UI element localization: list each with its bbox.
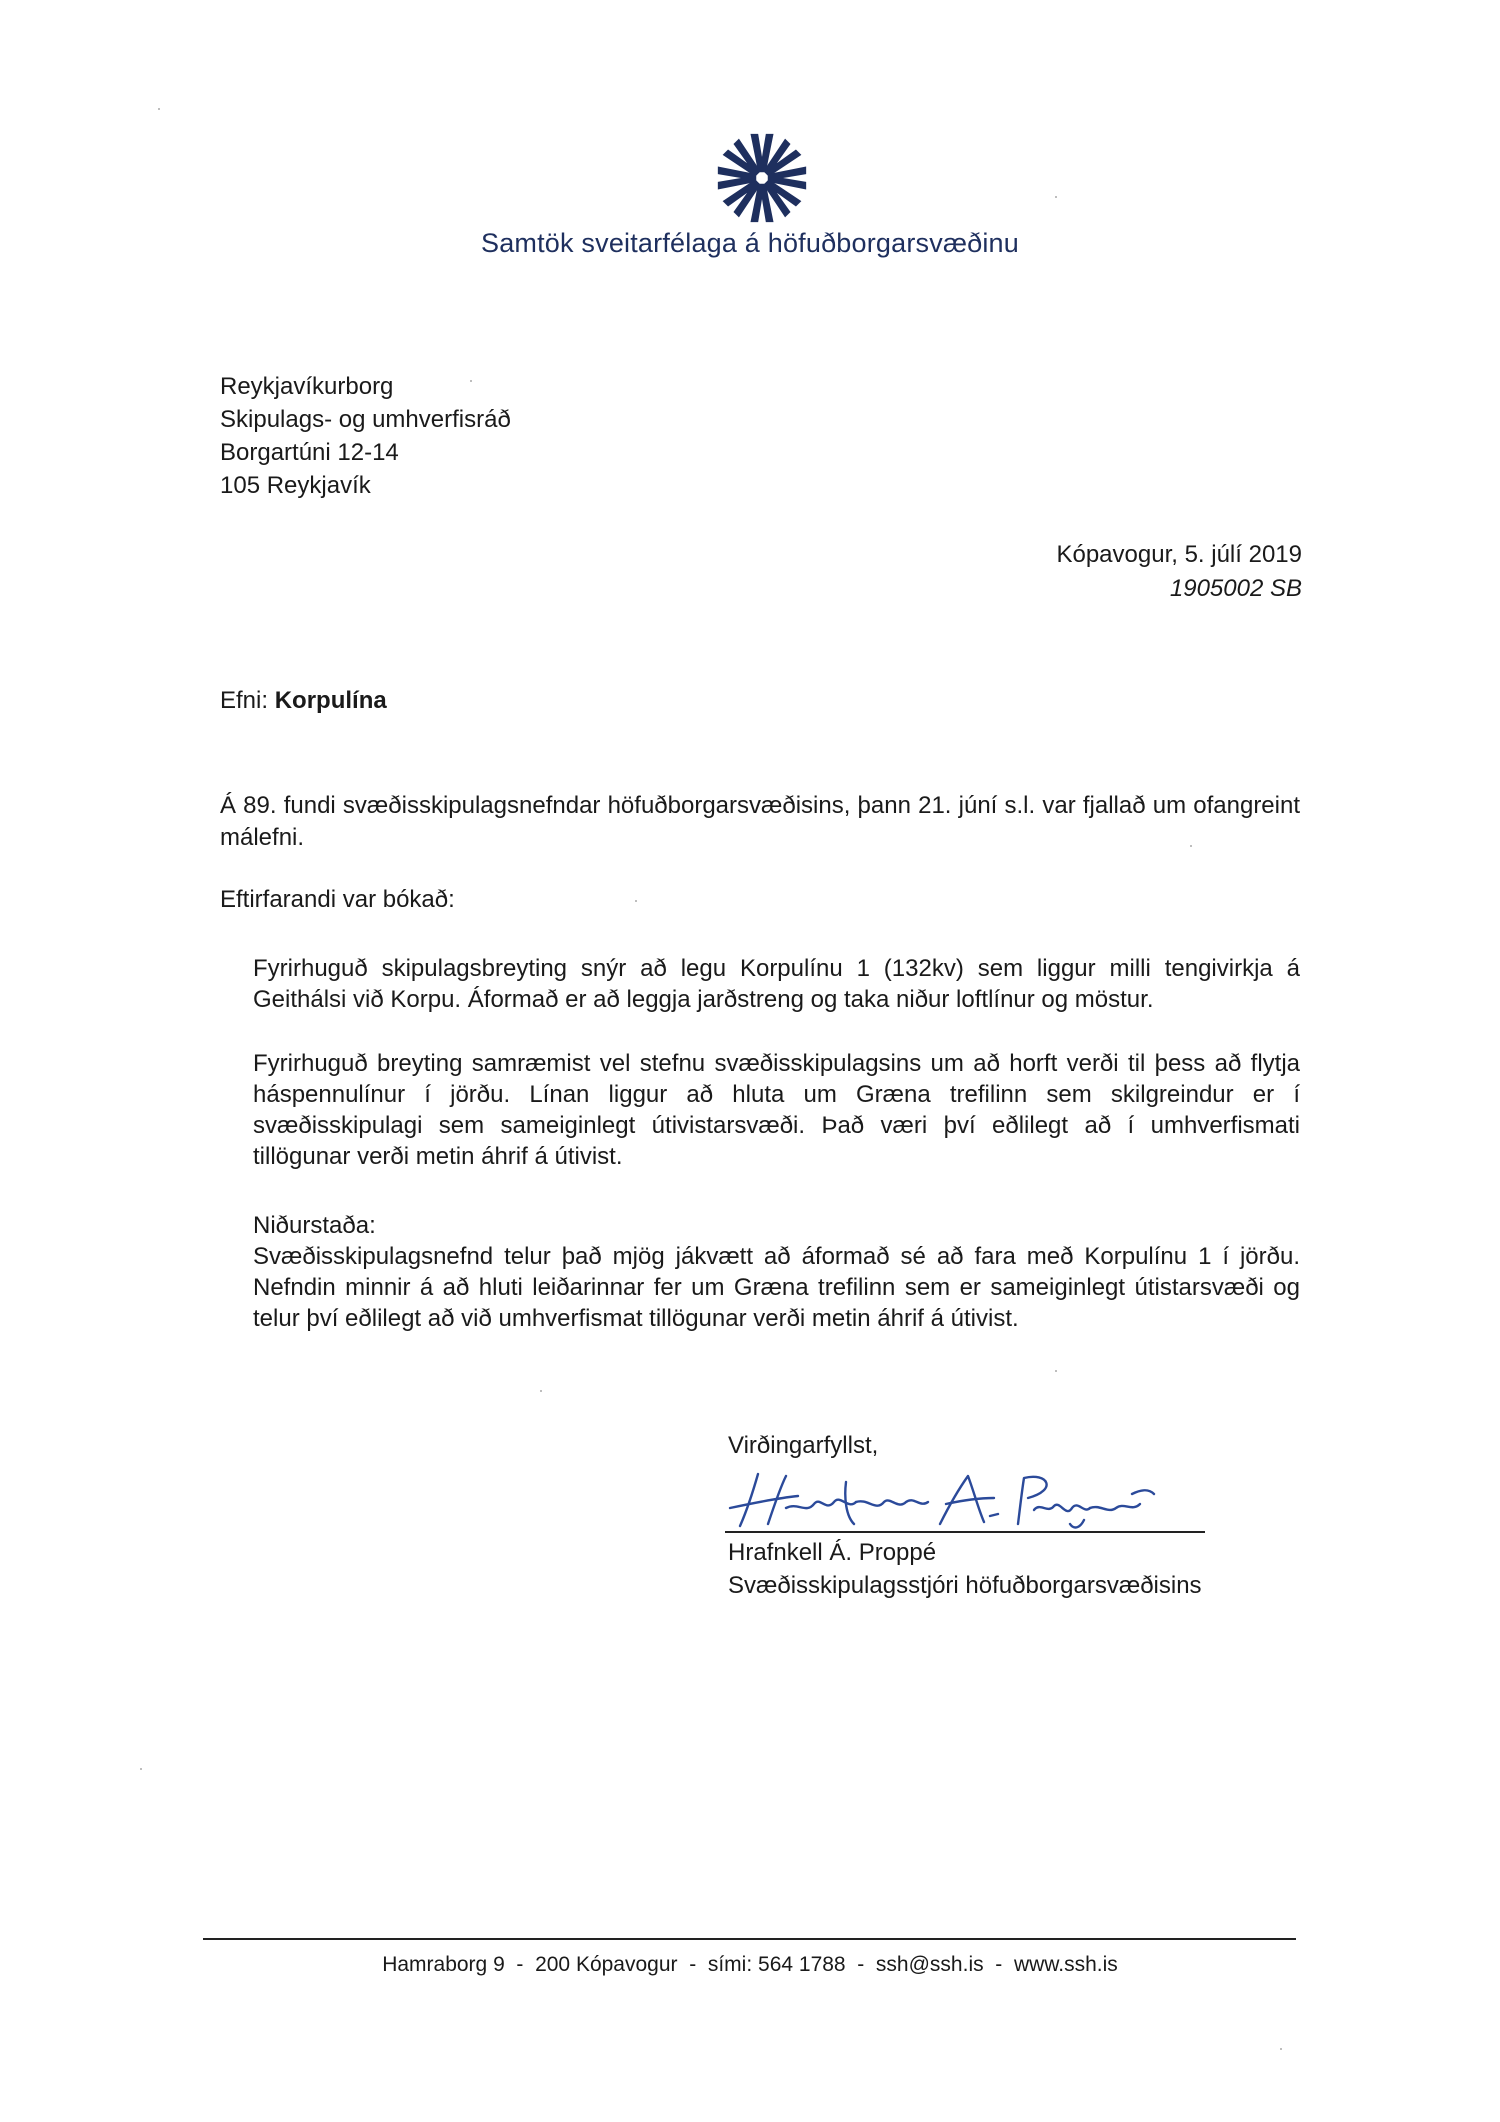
scan-speck: [158, 108, 160, 110]
reference-number: 1905002 SB: [1169, 575, 1302, 602]
scan-speck: [1280, 2048, 1282, 2050]
scan-speck: [140, 1768, 142, 1770]
footer-contact: Hamraborg 9 - 200 Kópavogur - sími: 564 1788 - ssh@ssh.is - www.ssh.is: [382, 1953, 1118, 1976]
place-and-date: Kópavogur, 5. júlí 2019: [1056, 541, 1302, 568]
subject-value: Korpulína: [274, 687, 387, 714]
conclusion-block: [253, 1210, 1300, 1334]
quoted-paragraph: Fyrirhuguð skipulagsbreyting snýr að legu Korpulínu 1 (132kv) sem liggur milli tengivirkja á Geithálsi við Korpu. Áformað er að leggja jarðstreng og taka niður loftlínur og möstur.: [253, 955, 1300, 1013]
signature-line: [725, 1531, 1205, 1533]
signer-block: [728, 1536, 1202, 1602]
signer-name: Hrafnkell Á. Proppé: [728, 1539, 937, 1566]
handwritten-signature: [728, 1468, 1208, 1538]
subject-line: [220, 687, 387, 715]
lead-paragraph: Eftirfarandi var bókað:: [220, 886, 455, 913]
recipient-address: [220, 370, 511, 502]
conclusion-heading: Niðurstaða:: [253, 1212, 376, 1239]
dateline: [1056, 538, 1302, 606]
recipient-line: Borgartúni 12-14: [220, 439, 399, 466]
snowflake-star-logo-icon: [714, 130, 810, 226]
recipient-line: Reykjavíkurborg: [220, 373, 394, 400]
scan-speck: [1190, 845, 1192, 847]
footer-divider: [203, 1938, 1296, 1940]
organization-name: Samtök sveitarfélaga á höfuðborgarsvæðinu: [480, 228, 1019, 258]
scan-speck: [1055, 196, 1057, 198]
intro-paragraph: Á 89. fundi svæðisskipulagsnefndar höfuðborgarsvæðisins, þann 21. júní s.l. var fjallað um ofangreint málefni.: [220, 792, 1300, 851]
quoted-paragraph: Fyrirhuguð breyting samræmist vel stefnu svæðisskipulagsins um að horft verði til þess að flytja háspennulínur í jörðu. Línan liggur að hluta um Græna trefilinn sem skilgreindur er í svæðisskipulagi sem sameiginlegt útivistarsvæði. Það væri því eðlilegt að í umhverfismati tillögunar verði metin áhrif á útivist.: [253, 1050, 1300, 1170]
conclusion-text: Svæðisskipulagsnefnd telur það mjög jákvætt að áformað sé að fara með Korpulínu 1 í jörðu. Nefndin minnir á að hluti leiðarinnar fer um Græna trefilinn sem er sameiginlegt útistarsvæði og telur því eðlilegt að við umhverfismat tillögunar verði metin áhrif á útivist.: [253, 1243, 1300, 1332]
scan-speck: [540, 1390, 542, 1392]
subject-label: Efni:: [220, 687, 269, 714]
scan-speck: [470, 380, 472, 382]
scan-speck: [1055, 1370, 1057, 1372]
closing-salutation: Virðingarfyllst,: [728, 1432, 879, 1459]
scan-speck: [635, 900, 637, 902]
recipient-line: Skipulags- og umhverfisráð: [220, 406, 511, 433]
signer-title: Svæðisskipulagsstjóri höfuðborgarsvæðisins: [728, 1572, 1202, 1599]
recipient-line: 105 Reykjavík: [220, 472, 371, 499]
